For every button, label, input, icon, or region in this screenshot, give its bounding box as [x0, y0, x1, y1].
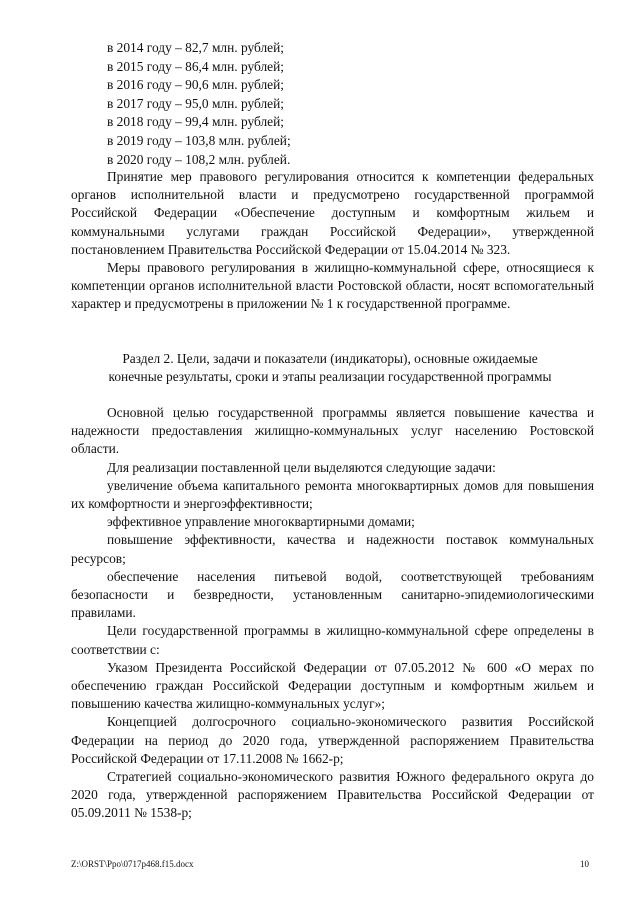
- list-item: в 2015 году – 86,4 млн. рублей;: [107, 58, 284, 74]
- paragraph: Концепцией долгосрочного социально-экономического развития Российской Федерации на период до 2020 года, утвержденной распоряжением Правительства Российской Федерации от 17.11.2008 № 1662-р;: [71, 714, 594, 766]
- paragraph: увеличение объема капитального ремонта многоквартирных домов для повышения их комфортности и энергоэффективности;: [71, 477, 594, 512]
- main-paragraphs: [71, 404, 594, 823]
- list-item: в 2017 году – 95,0 млн. рублей;: [107, 95, 284, 111]
- paragraph: повышение эффективности, качества и надежности поставок коммунальных ресурсов;: [71, 532, 594, 566]
- paragraph: Для реализации поставленной цели выделяются следующие задачи:: [107, 459, 496, 475]
- list-item: в 2016 году – 90,6 млн. рублей;: [107, 77, 284, 93]
- paragraph: эффективное управление многоквартирными домами;: [107, 514, 415, 530]
- paragraph: Указом Президента Российской Федерации от 07.05.2012 № 600 «О мерах по обеспечению граждан Российской Федерации доступным и комфортным жильем и повышению качества жилищно-коммунальных услуг»;: [71, 659, 594, 712]
- paragraph: Принятие мер правового регулирования относится к компетенции федеральных органов исполнительной власти и предусмотрено государственной программой Российской Федерации «Обеспечение доступным и комфортным жильем и коммунальными услугами граждан Российской Федерации», утвержденной постановлением Правительства Российской Федерации от 15.04.2014 № 323.: [71, 169, 594, 257]
- paragraph: Основной целью государственной программы является повышение качества и надежности предоставления жилищно-коммунальных услуг населению Ростовской области.: [71, 405, 594, 457]
- section-heading-line: Раздел 2. Цели, задачи и показатели (индикаторы), основные ожидаемые: [122, 351, 538, 366]
- funding-by-year-list: [107, 39, 291, 169]
- list-item: в 2019 году – 103,8 млн. рублей;: [107, 132, 291, 148]
- top-paragraphs: [71, 168, 594, 314]
- paragraph: обеспечение населения питьевой водой, соответствующей требованиям безопасности и безвредности, установленным санитарно-эпидемиологическими правилами.: [71, 568, 594, 621]
- page-number: 10: [580, 859, 589, 869]
- paragraph: Цели государственной программы в жилищно-коммунальной сфере определены в соответствии с:: [71, 623, 594, 657]
- list-item: в 2014 году – 82,7 млн. рублей;: [107, 40, 284, 55]
- section-heading-line: конечные результаты, сроки и этапы реализации государственной программы: [108, 369, 552, 385]
- footer-file-path: Z:\ORST\Ppo\0717p468.f15.docx: [71, 859, 194, 869]
- list-item: в 2018 году – 99,4 млн. рублей;: [107, 114, 284, 130]
- paragraph: Стратегией социально-экономического развития Южного федерального округа до 2020 года, утвержденной распоряжением Правительства Российской Федерации от 05.09.2011 № 1538-р;: [71, 769, 594, 821]
- list-item: в 2020 году – 108,2 млн. рублей.: [107, 151, 291, 167]
- paragraph: Меры правового регулирования в жилищно-коммунальной сфере, относящиеся к компетенции органов исполнительной власти Ростовской области, носят вспомогательный характер и предусмотрены в приложении № 1 к государственной программе.: [71, 260, 594, 312]
- section-heading: [40, 350, 620, 387]
